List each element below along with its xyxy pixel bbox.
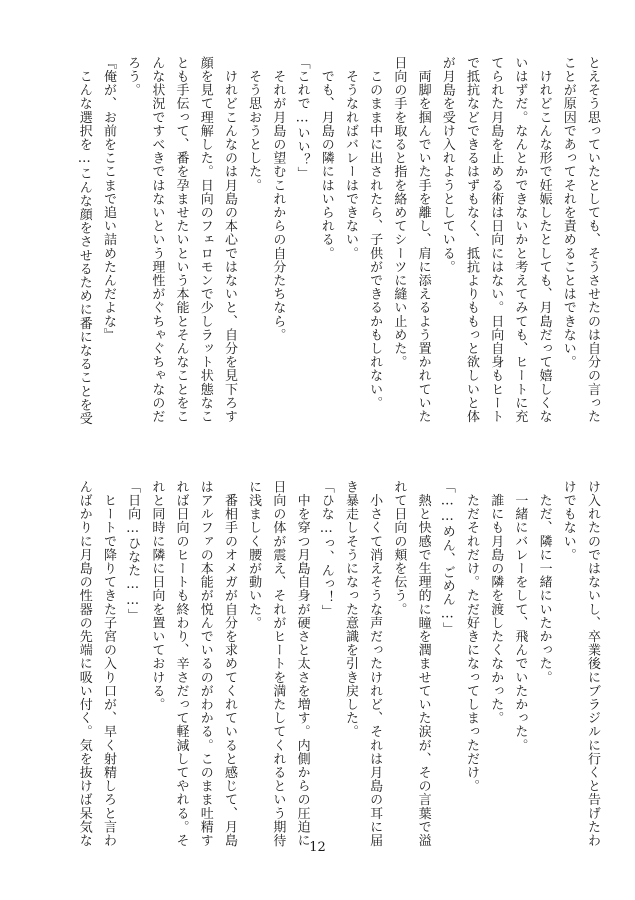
text-line: 「ひな…っ、んっ！」 (318, 480, 334, 618)
text-line: ただ、隣に一緒にいたかった。 (536, 480, 552, 684)
text-line: 「日向…ひなた……」 (125, 480, 141, 622)
text-line: で抵抗などできるはずもなく、抵抗よりももっと欲しいと体 (463, 56, 479, 424)
text-line: はアルファの本能が悦んでいるのがわかる。このまま吐精す (197, 480, 213, 848)
text-line: 両脚を掴んでいた手を離し、肩に添えるよう置かれていた (415, 56, 431, 424)
text-line: れて日向の頬を伝う。 (391, 480, 407, 616)
text-line: てられた月島を止める術は日向にはない。日向自身もヒート (488, 56, 504, 424)
text-line: け入れたのではないし、卒業後にブラジルに行くと告げたわ (585, 480, 600, 848)
page-number: 12 (309, 840, 326, 855)
text-line: れと同時に隣に日向を置いておける。 (149, 480, 165, 712)
text-line: 一緒にバレーをして、飛んでいたかった。 (512, 480, 528, 752)
text-line: んな状況ですべきではないという理性がぐちゃぐちゃなのだ (149, 56, 165, 424)
text-line: れば日向のヒートも終わり、辛さだって軽減してやれる。そ (173, 480, 189, 848)
text-line: このまま中に出されたら、子供ができるかもしれない。 (367, 56, 383, 410)
text-line: 誰にも月島の隣を渡したくなかった。 (488, 480, 504, 725)
text-line: こんな選択を…こんな顔をさせるために番になることを受 (76, 56, 92, 426)
text-line: けれどこんなのは月島の本心ではないと、自分を見下ろす (221, 56, 237, 424)
text-line: 番相手のオメガが自分を求めてくれていると感じて、月島 (221, 480, 237, 848)
text-line: ヒートで降りてきた子宮の入り口が、早く射精しろと言わ (100, 480, 116, 848)
text-line: 日向の手を取ると指を絡めてシーツに縫い止めた。 (391, 56, 407, 369)
text-line: 日向の体が震え、それがヒートを満たしてくれるという期待 (270, 480, 286, 848)
text-line: ただそれだけ。ただ好きになってしまっただけ。 (463, 480, 479, 793)
text-line: とも手伝って、番を孕ませたいという本能とそんなことをこ (173, 56, 189, 424)
text-line: そう思おうとした。 (246, 56, 262, 192)
text-line: 「これで…いい？」 (294, 56, 310, 181)
text-line: 『俺が、お前をここまで追い詰めたんだよな』 (100, 56, 116, 342)
text-line: に浅ましく腰が動いた。 (246, 480, 262, 630)
text-line: けれどこんな形で妊娠したとしても、月島だって嬉しくな (536, 56, 552, 424)
text-line: でも、月島の隣にはいられる。 (318, 56, 334, 260)
text-line: とえそう思っていたとしても、そうさせたのは自分の言った (585, 56, 600, 424)
upper-text-block (62, 56, 604, 426)
text-line: そうなればバレーはできない。 (342, 56, 358, 260)
text-line: いはずだ。なんとかできないかと考えてみても、ヒートに充 (512, 56, 528, 424)
text-line: けでもない。 (560, 480, 576, 562)
text-line: それが月島の望むこれからの自分たちなら。 (270, 56, 286, 342)
text-line: ろう。 (125, 56, 141, 97)
text-line: が月島を受け入れようとしている。 (439, 56, 455, 274)
text-line: ことが原因であってそれを責めることはできない。 (560, 56, 576, 369)
text-line: き暴走しそうになった意識を引き戻した。 (342, 480, 358, 739)
text-line: 小さくて消えそうな声だったけれど、それは月島の耳に届 (367, 480, 383, 848)
text-line: 中を穿つ月島自身が硬さと太さを増す。内側からの圧迫に (294, 480, 310, 848)
text-line: 熱と快感で生理的に瞳を潤ませていた涙が、その言葉で溢 (415, 480, 431, 848)
text-line: 顔を見て理解した。日向のフェロモンで少しラット状態なこ (197, 56, 213, 424)
text-line: んばかりに月島の性器の先端に吸い付く。気を抜けば呆気な (76, 480, 92, 848)
text-line: 「……めん、ごめん…」 (439, 480, 455, 636)
